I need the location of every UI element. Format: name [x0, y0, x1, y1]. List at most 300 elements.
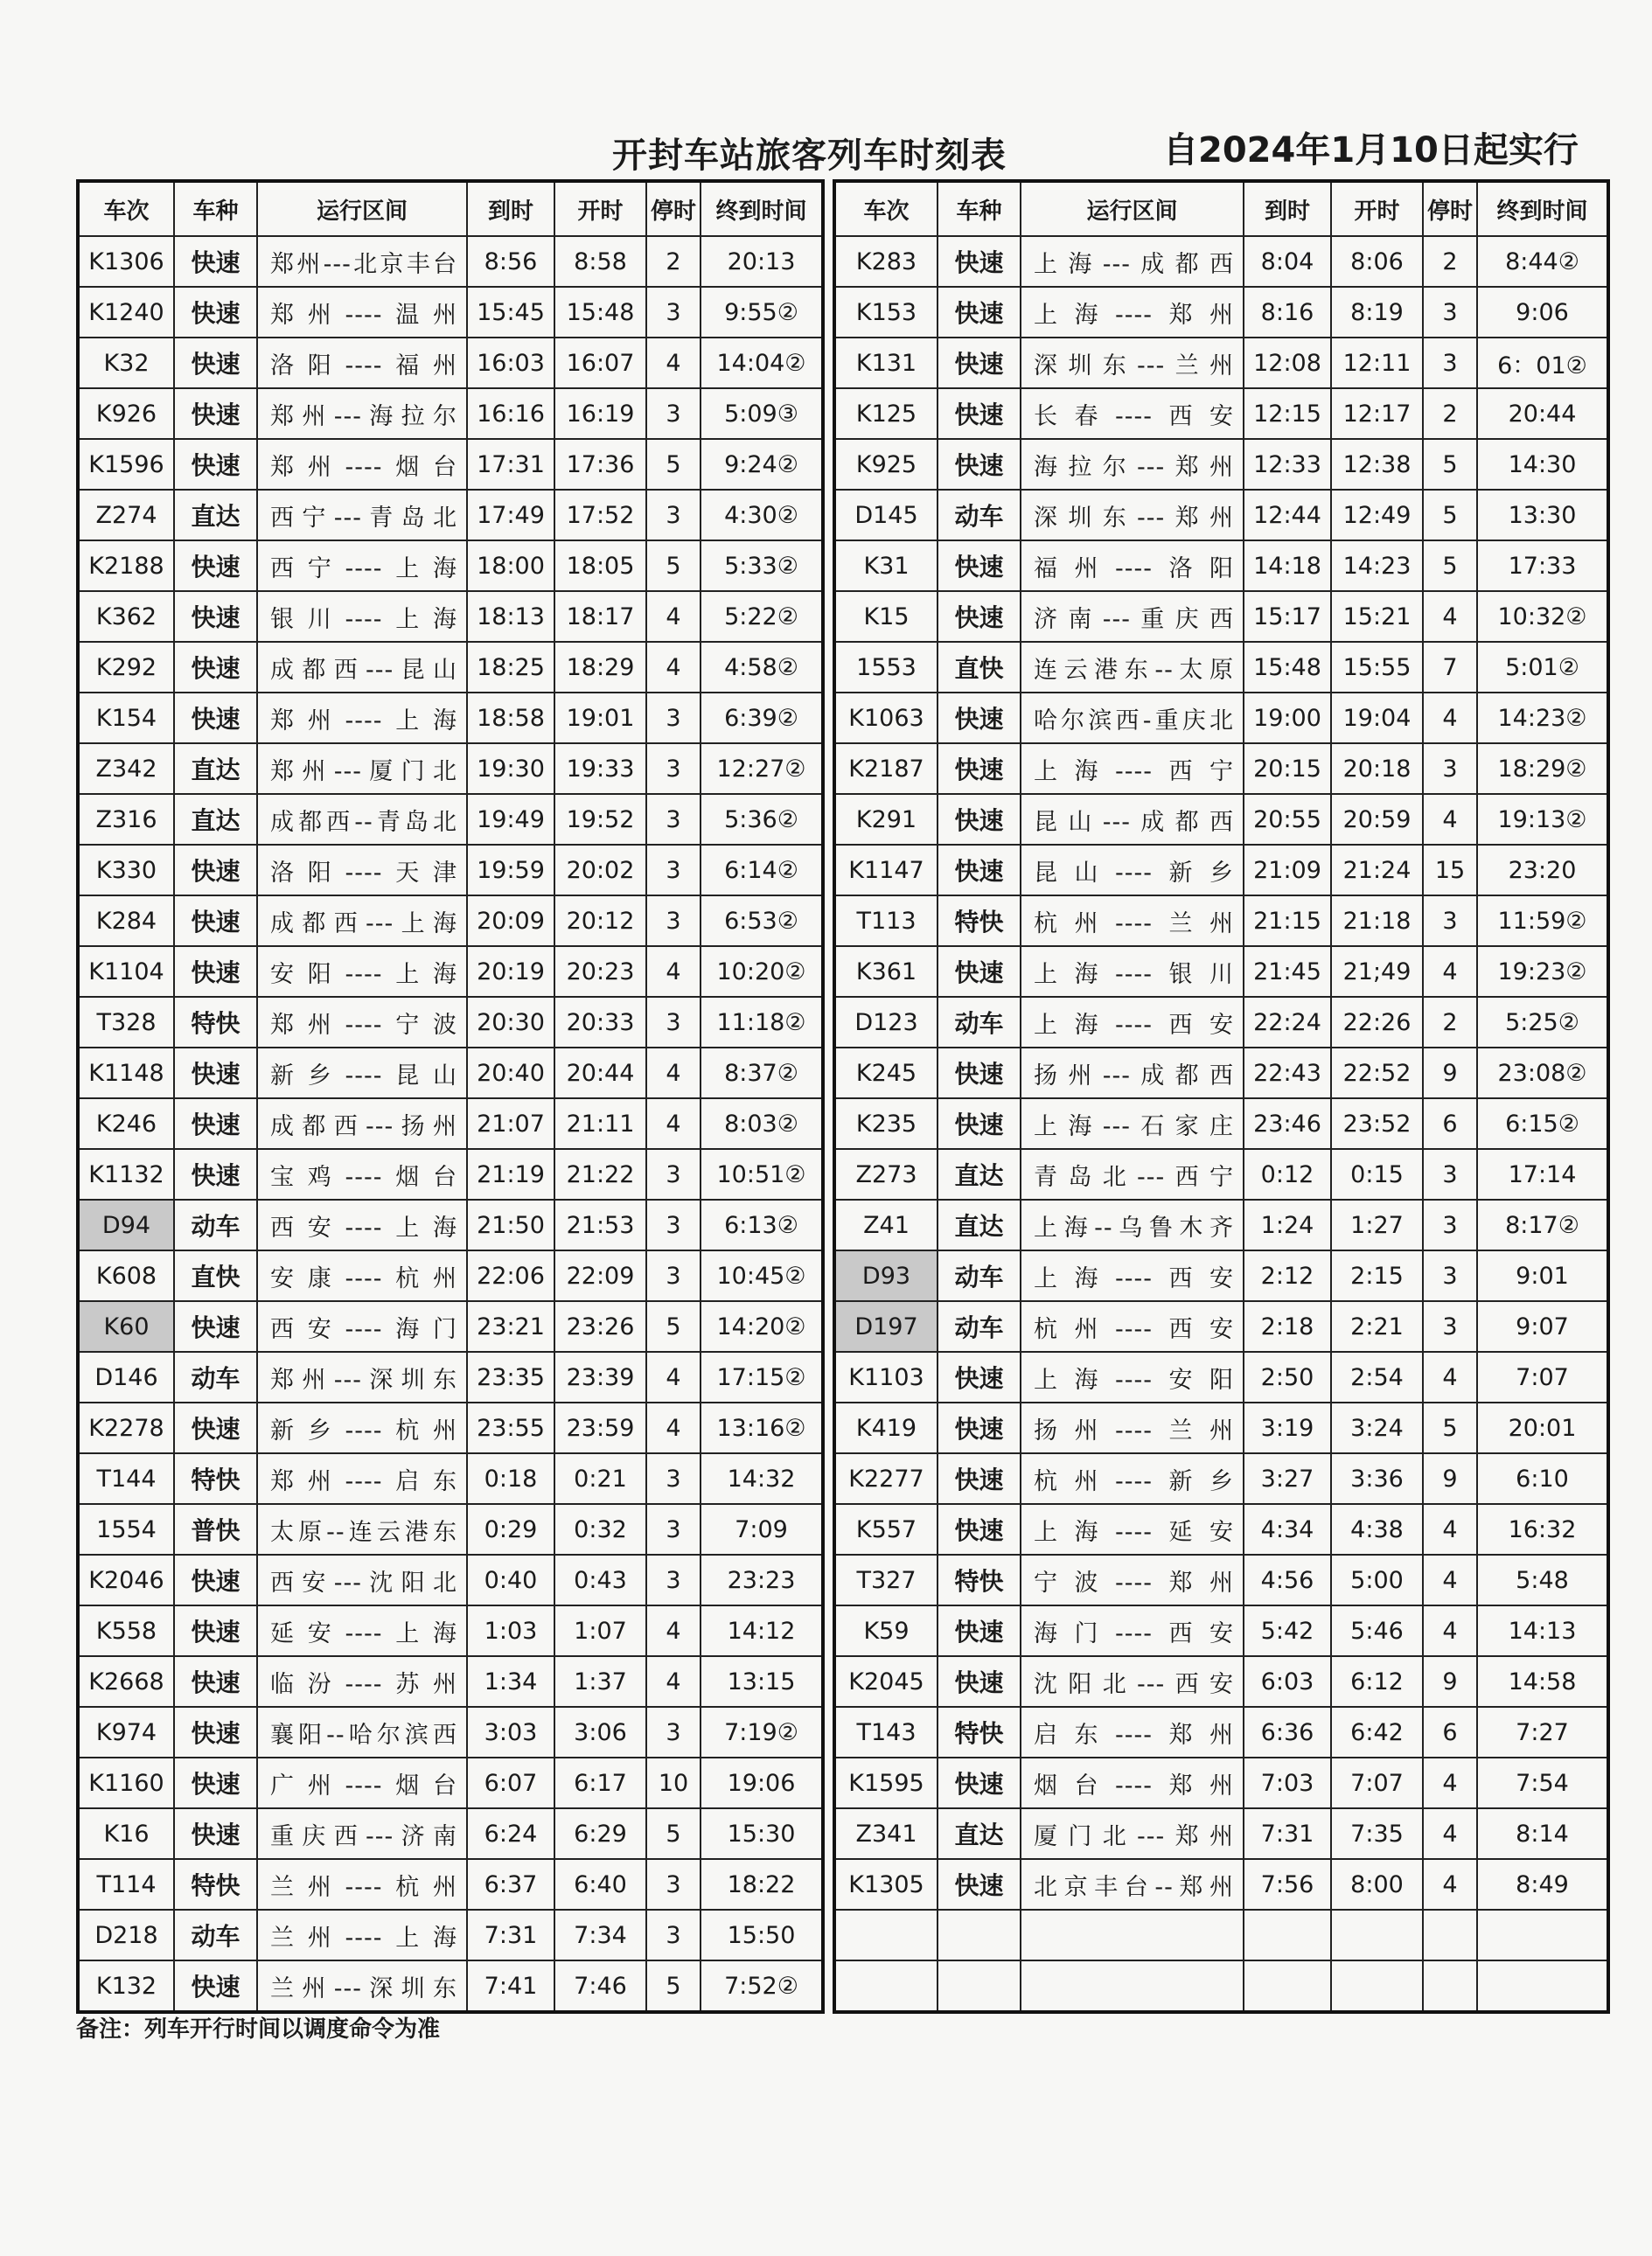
train-no-cell: K1147: [834, 845, 938, 895]
final-arrival-cell: 13:30: [1477, 490, 1608, 540]
arrival-cell: 17:31: [467, 439, 554, 490]
route-cell: 洛阳----天津: [257, 845, 467, 895]
stop-time-cell: 3: [1423, 338, 1477, 388]
table-row: [78, 287, 823, 338]
departure-cell: 1:27: [1331, 1200, 1423, 1250]
train-type-cell: 快速: [174, 1403, 257, 1453]
final-arrival-cell: 9:24②: [701, 439, 823, 490]
train-type-cell: 直达: [174, 490, 257, 540]
stop-time-cell: 4: [1423, 1859, 1477, 1910]
stop-time-cell: 4: [1423, 693, 1477, 743]
route-cell: 福州----洛阳: [1021, 540, 1244, 591]
table-row: [834, 1605, 1608, 1656]
arrival-cell: 20:55: [1244, 794, 1331, 845]
train-no-cell: K31: [834, 540, 938, 591]
stop-time-cell: 5: [646, 439, 701, 490]
route-cell: 西安----海门: [257, 1301, 467, 1352]
stop-time-cell: 3: [646, 1149, 701, 1200]
table-row: [78, 1656, 823, 1707]
route-cell: 郑州---厦门北: [257, 743, 467, 794]
table-row: [834, 642, 1608, 693]
train-no-cell: D145: [834, 490, 938, 540]
arrival-cell: 6:07: [467, 1758, 554, 1808]
table-row: [834, 1200, 1608, 1250]
final-arrival-cell: 6:14②: [701, 845, 823, 895]
final-arrival-cell: 14:32: [701, 1453, 823, 1504]
final-arrival-cell: 8:49: [1477, 1859, 1608, 1910]
stop-time-cell: 3: [646, 1504, 701, 1555]
train-no-cell: K2045: [834, 1656, 938, 1707]
arrival-cell: 12:08: [1244, 338, 1331, 388]
departure-cell: [1331, 1960, 1423, 2012]
stop-time-cell: 4: [646, 642, 701, 693]
departure-cell: 23:26: [554, 1301, 646, 1352]
stop-time-cell: 4: [1423, 1758, 1477, 1808]
arrival-cell: [1244, 1910, 1331, 1960]
departure-cell: 8:00: [1331, 1859, 1423, 1910]
stop-time-cell: 9: [1423, 1656, 1477, 1707]
train-no-cell: K16: [78, 1808, 174, 1859]
route-cell: 杭州----西安: [1021, 1301, 1244, 1352]
train-type-cell: 快速: [938, 1048, 1021, 1098]
departure-cell: 21:18: [1331, 895, 1423, 946]
route-cell: 扬州---成都西: [1021, 1048, 1244, 1098]
table-row: [78, 439, 823, 490]
departure-cell: 20:33: [554, 997, 646, 1048]
train-no-cell: K1240: [78, 287, 174, 338]
train-no-cell: K235: [834, 1098, 938, 1149]
arrival-cell: 6:03: [1244, 1656, 1331, 1707]
table-row: [834, 1403, 1608, 1453]
route-cell: 成都西---昆山: [257, 642, 467, 693]
stop-time-cell: 3: [646, 287, 701, 338]
table-row: [78, 591, 823, 642]
table-row: [834, 1453, 1608, 1504]
arrival-cell: 20:30: [467, 997, 554, 1048]
stop-time-cell: 2: [1423, 236, 1477, 287]
final-arrival-cell: 23:23: [701, 1555, 823, 1605]
stop-time-cell: 4: [1423, 1605, 1477, 1656]
table-row: [834, 1656, 1608, 1707]
page-title: 开封车站旅客列车时刻表: [612, 136, 1007, 176]
train-no-cell: T114: [78, 1859, 174, 1910]
arrival-cell: 14:18: [1244, 540, 1331, 591]
stop-time-cell: 3: [646, 1555, 701, 1605]
arrival-cell: 16:16: [467, 388, 554, 439]
table-row: [78, 490, 823, 540]
final-arrival-cell: 6:15②: [1477, 1098, 1608, 1149]
train-no-cell: K1104: [78, 946, 174, 997]
train-type-cell: 快速: [174, 287, 257, 338]
arrival-cell: 12:15: [1244, 388, 1331, 439]
train-type-cell: 快速: [174, 591, 257, 642]
train-no-cell: D94: [78, 1200, 174, 1250]
stop-time-cell: 2: [646, 236, 701, 287]
arrival-cell: 15:48: [1244, 642, 1331, 693]
train-no-cell: K246: [78, 1098, 174, 1149]
arrival-cell: 23:35: [467, 1352, 554, 1403]
route-cell: 西宁----上海: [257, 540, 467, 591]
train-no-cell: K1160: [78, 1758, 174, 1808]
train-no-cell: K153: [834, 287, 938, 338]
route-cell: 西宁---青岛北: [257, 490, 467, 540]
stop-time-cell: 3: [1423, 1301, 1477, 1352]
train-no-cell: D93: [834, 1250, 938, 1301]
departure-cell: 15:55: [1331, 642, 1423, 693]
stop-time-cell: 3: [1423, 895, 1477, 946]
route-cell: 上海----安阳: [1021, 1352, 1244, 1403]
arrival-cell: 19:00: [1244, 693, 1331, 743]
route-cell: 昆山----新乡: [1021, 845, 1244, 895]
departure-cell: 21:22: [554, 1149, 646, 1200]
table-row: [834, 388, 1608, 439]
train-no-cell: Z316: [78, 794, 174, 845]
departure-cell: 1:07: [554, 1605, 646, 1656]
table-row: [834, 540, 1608, 591]
departure-cell: 7:35: [1331, 1808, 1423, 1859]
arrival-cell: 0:12: [1244, 1149, 1331, 1200]
final-arrival-cell: 13:16②: [701, 1403, 823, 1453]
departure-cell: 20:59: [1331, 794, 1423, 845]
train-no-cell: K2046: [78, 1555, 174, 1605]
train-no-cell: Z273: [834, 1149, 938, 1200]
train-type-cell: 特快: [174, 997, 257, 1048]
train-no-cell: K2278: [78, 1403, 174, 1453]
train-type-cell: 快速: [174, 388, 257, 439]
table-row: [78, 236, 823, 287]
table-row: [78, 1149, 823, 1200]
stop-time-cell: 3: [646, 845, 701, 895]
arrival-cell: 12:33: [1244, 439, 1331, 490]
departure-cell: 20:18: [1331, 743, 1423, 794]
final-arrival-cell: 8:37②: [701, 1048, 823, 1098]
train-type-cell: 动车: [938, 1301, 1021, 1352]
final-arrival-cell: 9:07: [1477, 1301, 1608, 1352]
final-arrival-cell: 17:14: [1477, 1149, 1608, 1200]
train-no-cell: K419: [834, 1403, 938, 1453]
table-row: [78, 1200, 823, 1250]
arrival-cell: 4:34: [1244, 1504, 1331, 1555]
departure-cell: 2:54: [1331, 1352, 1423, 1403]
table-row: [78, 1808, 823, 1859]
train-type-cell: 快速: [174, 540, 257, 591]
stop-time-cell: 5: [1423, 439, 1477, 490]
train-type-cell: 快速: [938, 693, 1021, 743]
arrival-cell: 6:36: [1244, 1707, 1331, 1758]
table-row: [834, 338, 1608, 388]
route-cell: 安康----杭州: [257, 1250, 467, 1301]
final-arrival-cell: 17:33: [1477, 540, 1608, 591]
final-arrival-cell: 7:52②: [701, 1960, 823, 2012]
stop-time-cell: 2: [1423, 997, 1477, 1048]
arrival-cell: [1244, 1960, 1331, 2012]
final-arrival-cell: 5:48: [1477, 1555, 1608, 1605]
train-type-cell: 快速: [938, 287, 1021, 338]
final-arrival-cell: 19:23②: [1477, 946, 1608, 997]
table-row: [78, 1960, 823, 2012]
table-row: [78, 693, 823, 743]
route-cell: 上海--乌鲁木齐: [1021, 1200, 1244, 1250]
train-no-cell: K15: [834, 591, 938, 642]
train-no-cell: K245: [834, 1048, 938, 1098]
stop-time-cell: 4: [1423, 794, 1477, 845]
arrival-cell: 21:09: [1244, 845, 1331, 895]
train-type-cell: 特快: [938, 1707, 1021, 1758]
stop-time-cell: 3: [646, 1250, 701, 1301]
train-type-cell: 直达: [174, 743, 257, 794]
train-type-cell: 直达: [938, 1200, 1021, 1250]
departure-cell: 22:26: [1331, 997, 1423, 1048]
route-cell: 重庆西---济南: [257, 1808, 467, 1859]
route-cell: 青岛北---西宁: [1021, 1149, 1244, 1200]
stop-time-cell: 4: [1423, 1504, 1477, 1555]
table-row: [834, 693, 1608, 743]
train-type-cell: 快速: [938, 236, 1021, 287]
departure-cell: 12:17: [1331, 388, 1423, 439]
train-no-cell: K1103: [834, 1352, 938, 1403]
final-arrival-cell: 4:58②: [701, 642, 823, 693]
train-type-cell: 特快: [174, 1859, 257, 1910]
arrival-cell: 22:43: [1244, 1048, 1331, 1098]
train-type-cell: 快速: [938, 1504, 1021, 1555]
table-row: [834, 1707, 1608, 1758]
table-row: [78, 946, 823, 997]
train-type-cell: 动车: [174, 1200, 257, 1250]
table-row: [78, 388, 823, 439]
arrival-cell: 3:19: [1244, 1403, 1331, 1453]
arrival-cell: 8:56: [467, 236, 554, 287]
route-cell: 上海----西安: [1021, 1250, 1244, 1301]
arrival-cell: 6:24: [467, 1808, 554, 1859]
train-no-cell: K2188: [78, 540, 174, 591]
route-cell: 兰州---深圳东: [257, 1960, 467, 2012]
table-row: [78, 1301, 823, 1352]
arrival-cell: 20:40: [467, 1048, 554, 1098]
route-cell: 厦门北---郑州: [1021, 1808, 1244, 1859]
route-cell: 上海---石家庄: [1021, 1098, 1244, 1149]
departure-cell: 18:05: [554, 540, 646, 591]
departure-cell: 8:19: [1331, 287, 1423, 338]
table-row: [834, 287, 1608, 338]
table-row: [78, 1352, 823, 1403]
stop-time-cell: 3: [1423, 1250, 1477, 1301]
train-no-cell: T327: [834, 1555, 938, 1605]
route-cell: 上海----西安: [1021, 997, 1244, 1048]
table-row: [78, 845, 823, 895]
train-no-cell: K60: [78, 1301, 174, 1352]
train-type-cell: 特快: [174, 1453, 257, 1504]
arrival-cell: 21:07: [467, 1098, 554, 1149]
arrival-cell: 1:34: [467, 1656, 554, 1707]
final-arrival-cell: 20:13: [701, 236, 823, 287]
departure-cell: 20:12: [554, 895, 646, 946]
final-arrival-cell: 20:44: [1477, 388, 1608, 439]
departure-cell: 3:36: [1331, 1453, 1423, 1504]
route-cell: 昆山---成都西: [1021, 794, 1244, 845]
train-type-cell: 动车: [938, 490, 1021, 540]
final-arrival-cell: 15:50: [701, 1910, 823, 1960]
train-type-cell: 快速: [174, 1301, 257, 1352]
train-no-cell: K284: [78, 895, 174, 946]
final-arrival-cell: 17:15②: [701, 1352, 823, 1403]
stop-time-cell: 3: [646, 997, 701, 1048]
arrival-cell: 20:09: [467, 895, 554, 946]
departure-cell: 21:11: [554, 1098, 646, 1149]
stop-time-cell: 3: [646, 1910, 701, 1960]
table-row: [78, 1250, 823, 1301]
final-arrival-cell: 14:04②: [701, 338, 823, 388]
departure-cell: 0:32: [554, 1504, 646, 1555]
train-type-cell: [938, 1960, 1021, 2012]
route-cell: 连云港东--太原: [1021, 642, 1244, 693]
route-cell: 银川----上海: [257, 591, 467, 642]
departure-cell: 8:06: [1331, 236, 1423, 287]
stop-time-cell: 3: [646, 895, 701, 946]
stop-time-cell: 4: [646, 1605, 701, 1656]
table-row: [78, 1098, 823, 1149]
route-cell: 新乡----昆山: [257, 1048, 467, 1098]
train-type-cell: 直快: [174, 1250, 257, 1301]
stop-time-cell: 3: [1423, 743, 1477, 794]
stop-time-cell: 15: [1423, 845, 1477, 895]
final-arrival-cell: 7:27: [1477, 1707, 1608, 1758]
train-no-cell: T328: [78, 997, 174, 1048]
departure-cell: 12:38: [1331, 439, 1423, 490]
arrival-cell: 20:15: [1244, 743, 1331, 794]
route-cell: [1021, 1960, 1244, 2012]
stop-time-cell: 4: [1423, 946, 1477, 997]
col-header-route: 运行区间: [1021, 181, 1244, 236]
train-type-cell: 快速: [174, 1048, 257, 1098]
departure-cell: 5:00: [1331, 1555, 1423, 1605]
final-arrival-cell: 5:01②: [1477, 642, 1608, 693]
route-cell: 杭州----兰州: [1021, 895, 1244, 946]
departure-cell: 19:33: [554, 743, 646, 794]
stop-time-cell: 4: [646, 1098, 701, 1149]
train-type-cell: 快速: [938, 439, 1021, 490]
stop-time-cell: 10: [646, 1758, 701, 1808]
arrival-cell: 8:04: [1244, 236, 1331, 287]
departure-cell: 21:53: [554, 1200, 646, 1250]
train-no-cell: K132: [78, 1960, 174, 2012]
departure-cell: 6:29: [554, 1808, 646, 1859]
train-no-cell: K125: [834, 388, 938, 439]
train-type-cell: 快速: [938, 743, 1021, 794]
table-row: [834, 1352, 1608, 1403]
train-type-cell: 快速: [174, 439, 257, 490]
final-arrival-cell: [1477, 1960, 1608, 2012]
arrival-cell: 18:25: [467, 642, 554, 693]
train-type-cell: 快速: [938, 1098, 1021, 1149]
table-row: [834, 997, 1608, 1048]
route-cell: 郑州---深圳东: [257, 1352, 467, 1403]
departure-cell: 14:23: [1331, 540, 1423, 591]
train-no-cell: K283: [834, 236, 938, 287]
train-type-cell: 快速: [174, 236, 257, 287]
train-type-cell: 快速: [174, 1758, 257, 1808]
departure-cell: 8:58: [554, 236, 646, 287]
col-header-stop-time: 停时: [1423, 181, 1477, 236]
train-no-cell: K361: [834, 946, 938, 997]
arrival-cell: 2:50: [1244, 1352, 1331, 1403]
train-no-cell: K1305: [834, 1859, 938, 1910]
departure-cell: 21:24: [1331, 845, 1423, 895]
route-cell: 广州----烟台: [257, 1758, 467, 1808]
arrival-cell: 0:29: [467, 1504, 554, 1555]
train-no-cell: D146: [78, 1352, 174, 1403]
table-row: [834, 1504, 1608, 1555]
table-row: [834, 1859, 1608, 1910]
table-row: [78, 1504, 823, 1555]
train-type-cell: 快速: [174, 1960, 257, 2012]
train-type-cell: 快速: [174, 1656, 257, 1707]
train-no-cell: K1306: [78, 236, 174, 287]
route-cell: 成都西--青岛北: [257, 794, 467, 845]
stop-time-cell: 3: [646, 1200, 701, 1250]
train-no-cell: [834, 1910, 938, 1960]
train-type-cell: [938, 1910, 1021, 1960]
stop-time-cell: 3: [646, 743, 701, 794]
stop-time-cell: 3: [646, 693, 701, 743]
departure-cell: 0:15: [1331, 1149, 1423, 1200]
arrival-cell: 21:19: [467, 1149, 554, 1200]
arrival-cell: 21:50: [467, 1200, 554, 1250]
train-no-cell: K1148: [78, 1048, 174, 1098]
final-arrival-cell: 12:27②: [701, 743, 823, 794]
train-no-cell: K291: [834, 794, 938, 845]
table-row: [834, 1149, 1608, 1200]
route-cell: 沈阳北---西安: [1021, 1656, 1244, 1707]
table-row: [78, 1859, 823, 1910]
route-cell: 上海----延安: [1021, 1504, 1244, 1555]
stop-time-cell: 4: [1423, 591, 1477, 642]
final-arrival-cell: 6:39②: [701, 693, 823, 743]
arrival-cell: 16:03: [467, 338, 554, 388]
final-arrival-cell: 5:09③: [701, 388, 823, 439]
table-row: [78, 642, 823, 693]
stop-time-cell: 9: [1423, 1453, 1477, 1504]
train-no-cell: K59: [834, 1605, 938, 1656]
train-type-cell: 直达: [938, 1149, 1021, 1200]
final-arrival-cell: 19:13②: [1477, 794, 1608, 845]
departure-cell: 0:43: [554, 1555, 646, 1605]
final-arrival-cell: 8:03②: [701, 1098, 823, 1149]
table-header-row: [78, 181, 823, 236]
arrival-cell: 15:45: [467, 287, 554, 338]
final-arrival-cell: 14:58: [1477, 1656, 1608, 1707]
route-cell: 上海---成都西: [1021, 236, 1244, 287]
route-cell: 海门----西安: [1021, 1605, 1244, 1656]
final-arrival-cell: 16:32: [1477, 1504, 1608, 1555]
final-arrival-cell: 23:08②: [1477, 1048, 1608, 1098]
arrival-cell: 22:24: [1244, 997, 1331, 1048]
train-type-cell: 动车: [938, 997, 1021, 1048]
arrival-cell: 8:16: [1244, 287, 1331, 338]
stop-time-cell: 4: [646, 1656, 701, 1707]
final-arrival-cell: 18:22: [701, 1859, 823, 1910]
schedule-table-right: [833, 179, 1610, 2014]
final-arrival-cell: 23:20: [1477, 845, 1608, 895]
col-header-final-arrival: 终到时间: [701, 181, 823, 236]
train-no-cell: K154: [78, 693, 174, 743]
final-arrival-cell: 10:20②: [701, 946, 823, 997]
departure-cell: 22:52: [1331, 1048, 1423, 1098]
arrival-cell: 1:24: [1244, 1200, 1331, 1250]
train-no-cell: K2187: [834, 743, 938, 794]
table-row: [78, 997, 823, 1048]
stop-time-cell: 5: [646, 1808, 701, 1859]
arrival-cell: 18:13: [467, 591, 554, 642]
